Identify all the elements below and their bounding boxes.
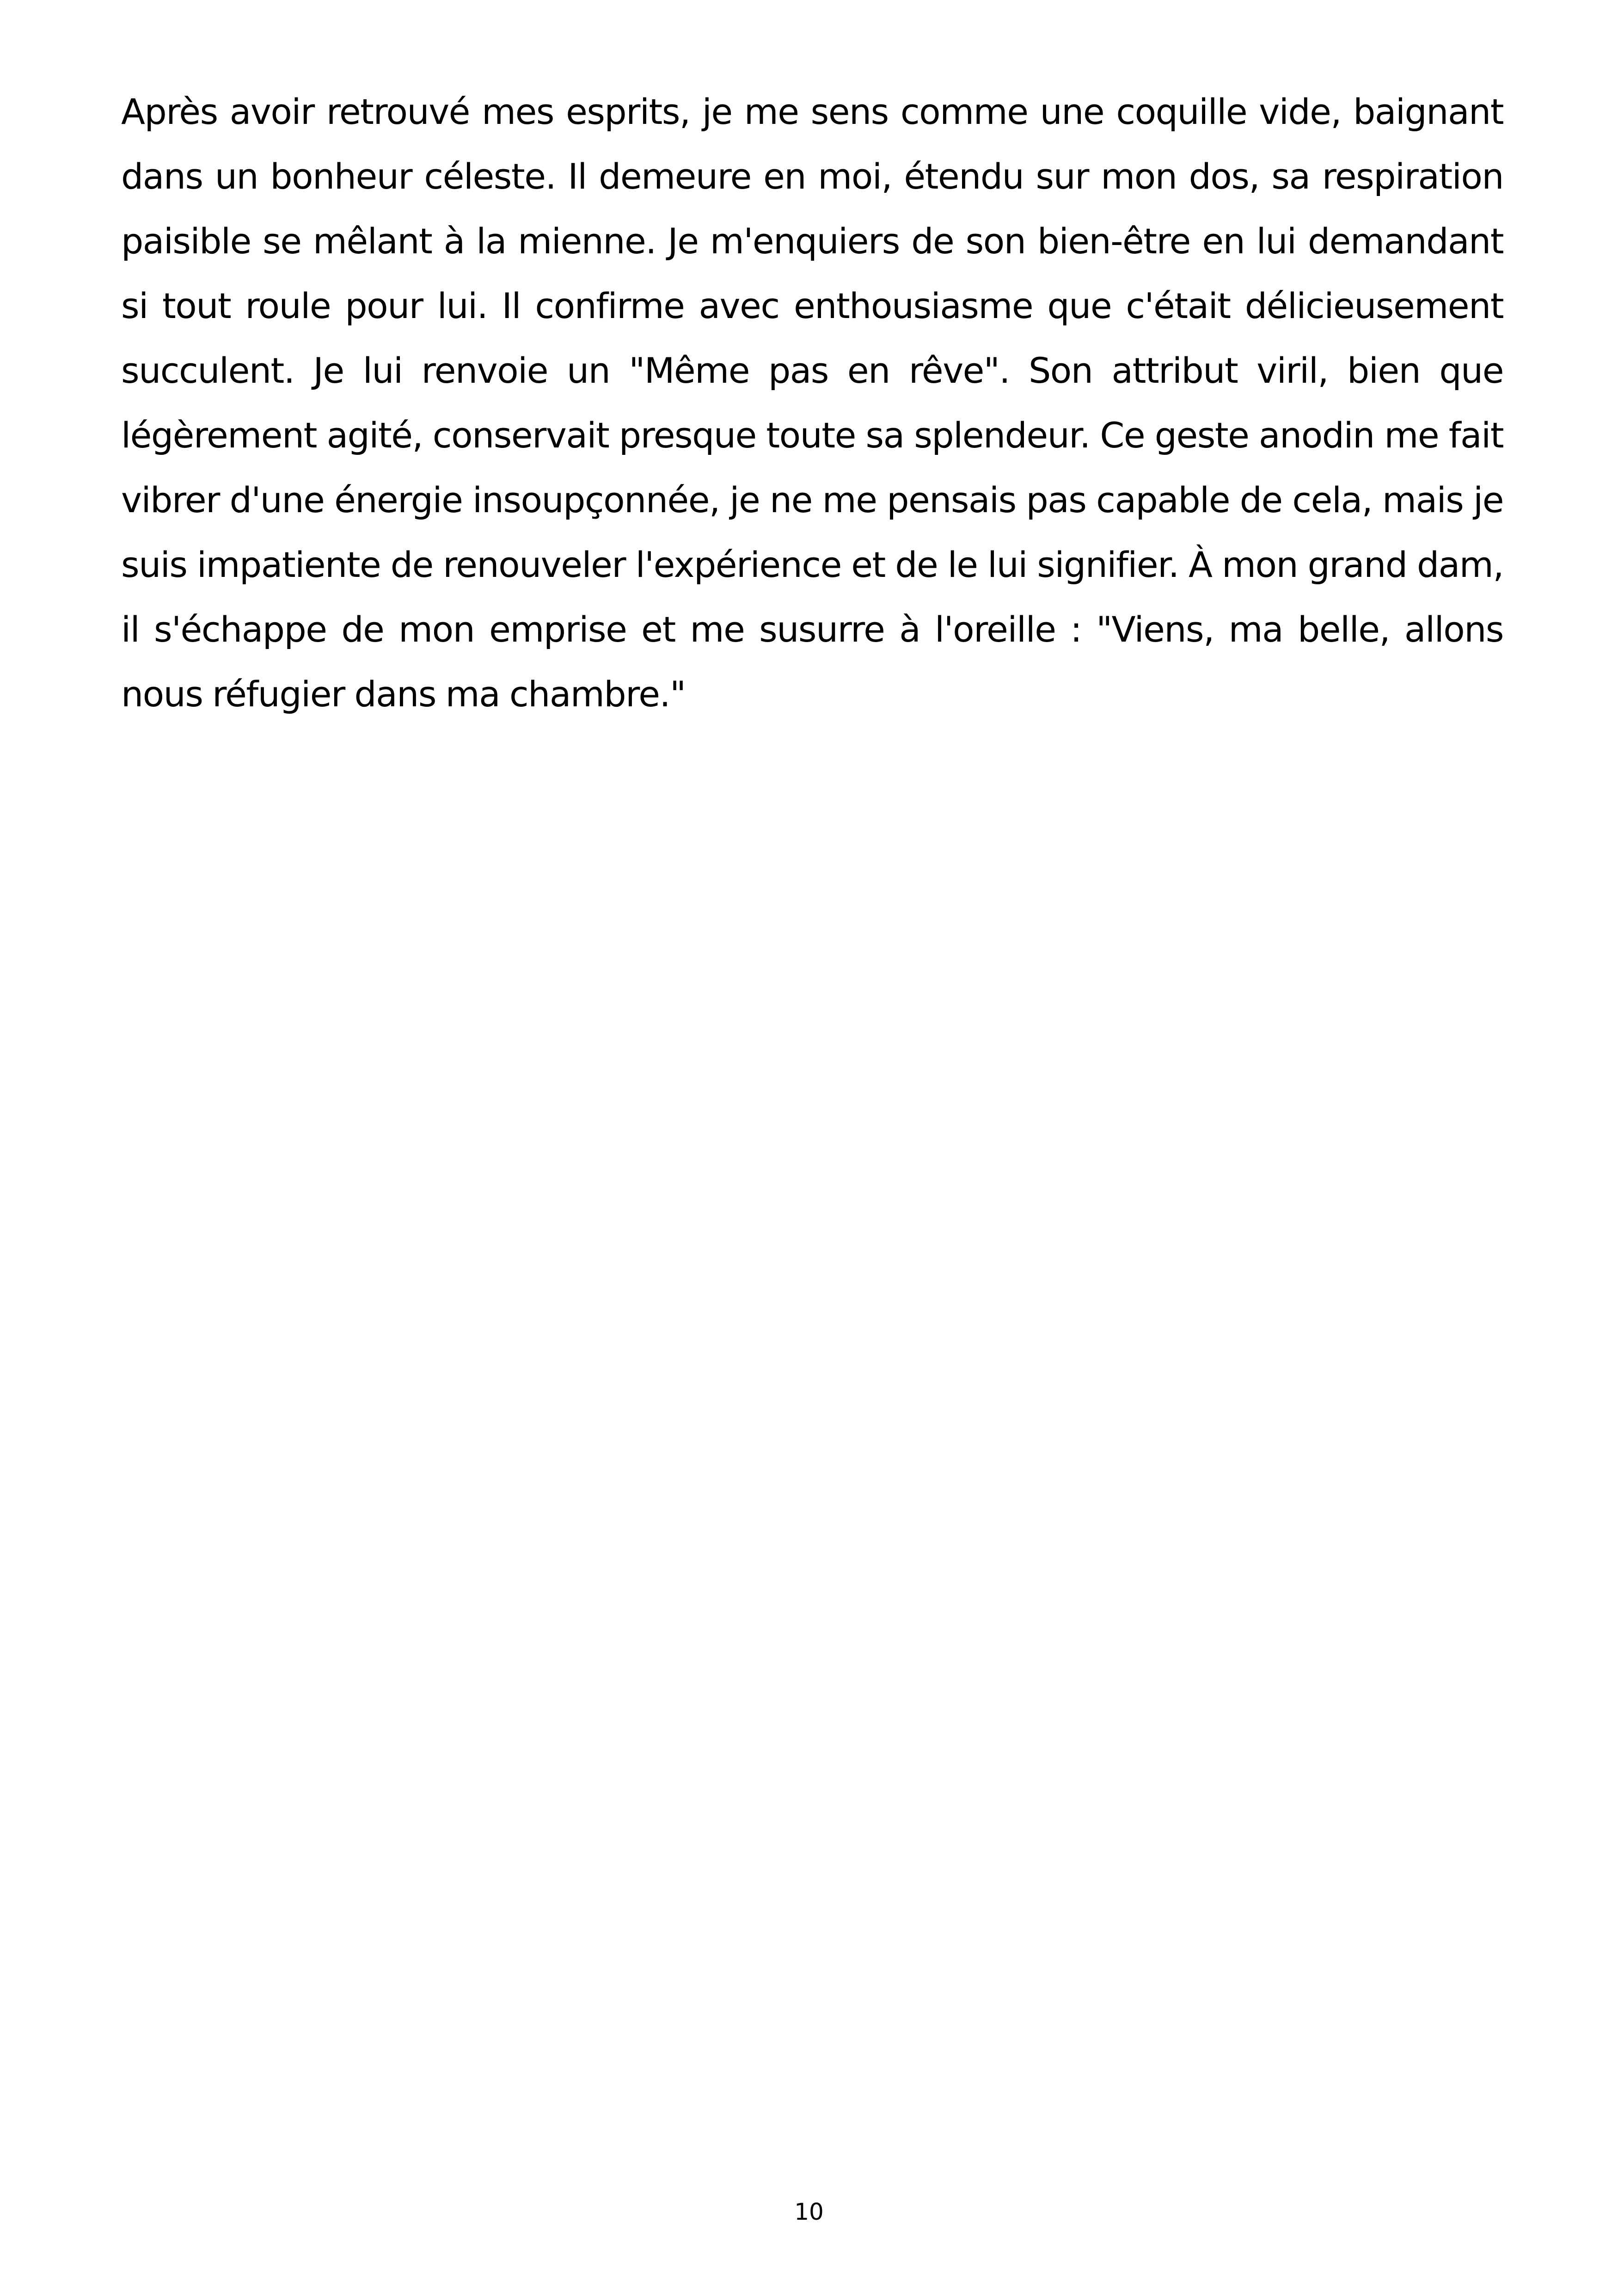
page-number: 10 [794, 2198, 824, 2225]
body-paragraph: Après avoir retrouvé mes esprits, je me sens comme une coquille vide, baignant dans un bonheur céleste. Il demeure en moi, étendu sur mon dos, sa respiration paisible se mêlant à la mienne. Je m'enquiers de son bien-être en lui demandant si tout roule pour lui. Il confirme avec enthousiasme que c'était délicieusement succulent. Je lui renvoie un "Même pas en rêve". Son attribut viril, bien que légèrement agité, conservait presque toute sa splendeur. Ce geste anodin me fait vibrer d'une énergie insoupçonnée, je ne me pensais pas capable de cela, mais je suis impatiente de renouveler l'expérience et de le lui signifier. À mon grand dam, il s'échappe de mon emprise et me susurre à l'oreille : "Viens, ma belle, allons nous réfugier dans ma chambre." [121, 91, 1503, 715]
